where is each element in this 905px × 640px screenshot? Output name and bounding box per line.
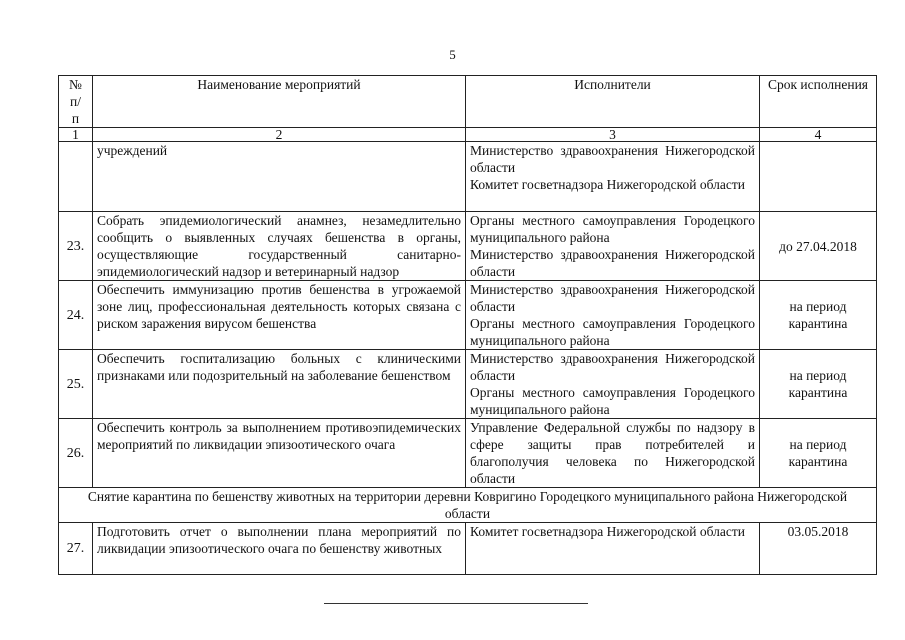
column-index: 1 [59,128,93,142]
row-number: 25. [59,350,93,419]
column-index: 4 [760,128,877,142]
table-row [59,281,877,350]
row-term: на период карантина [760,419,877,488]
row-term: на период карантина [760,350,877,419]
row-term: 03.05.2018 [760,523,877,575]
executor: Министерство здравоохранения Нижегородской области [470,143,755,175]
section-row [59,488,877,523]
row-executors [466,523,760,575]
table-row [59,350,877,419]
column-index-row [59,128,877,142]
row-measure: учреждений [93,142,466,212]
row-term: на период карантина [760,281,877,350]
row-measure: Подготовить отчет о выполнении плана мероприятий по ликвидации эпизоотического очага по бешенству животных [93,523,466,575]
executor: Управление Федеральной службы по надзору в сфере защиты прав потребителей и благополучия человека по Нижегородской области [470,420,755,486]
page-number: 5 [449,47,456,62]
column-index: 3 [466,128,760,142]
row-number: 23. [59,212,93,281]
header-executors: Исполнители [466,76,760,128]
row-executors [466,350,760,419]
executor: Комитет госветнадзора Нижегородской области [470,524,745,539]
row-executors [466,212,760,281]
row-term [760,142,877,212]
row-number: 26. [59,419,93,488]
executor: Органы местного самоуправления Городецкого муниципального района [470,385,755,417]
executor: Органы местного самоуправления Городецкого муниципального района [470,316,755,348]
section-title: Снятие карантина по бешенству животных на территории деревни Ковригино Городецкого муниципального района Нижегородской области [59,488,877,523]
row-executors [466,281,760,350]
measures-table [58,75,877,575]
row-executors [466,142,760,212]
header-term: Срок исполнения [760,76,877,128]
row-measure: Собрать эпидемиологический анамнез, незамедлительно сообщить о выявленных случаях бешенства в органы, осуществляющие государственный санитарно-эпидемиологический надзор и ветеринарный надзор [93,212,466,281]
row-number: 24. [59,281,93,350]
row-measure: Обеспечить госпитализацию больных с клиническими признаками или подозрительный на заболевание бешенством [93,350,466,419]
table-row [59,419,877,488]
executor: Министерство здравоохранения Нижегородской области [470,282,755,314]
row-measure: Обеспечить контроль за выполнением противоэпидемических мероприятий по ликвидации эпизоотического очага [93,419,466,488]
header-num: № п/п [59,76,93,128]
table-row [59,212,877,281]
executor: Комитет госветнадзора Нижегородской области [470,177,745,192]
table-row [59,142,877,212]
executor: Министерство здравоохранения Нижегородской области [470,247,755,279]
executor: Органы местного самоуправления Городецкого муниципального района [470,213,755,245]
column-index: 2 [93,128,466,142]
bottom-rule [324,603,588,604]
table-header-row [59,76,877,128]
row-executors [466,419,760,488]
executor: Министерство здравоохранения Нижегородской области [470,351,755,383]
header-name: Наименование мероприятий [93,76,466,128]
table-row [59,523,877,575]
row-measure: Обеспечить иммунизацию против бешенства в угрожаемой зоне лиц, профессиональная деятельность которых связана с риском заражения вирусом бешенства [93,281,466,350]
row-number [59,142,93,212]
row-term: до 27.04.2018 [760,212,877,281]
row-number: 27. [59,523,93,575]
